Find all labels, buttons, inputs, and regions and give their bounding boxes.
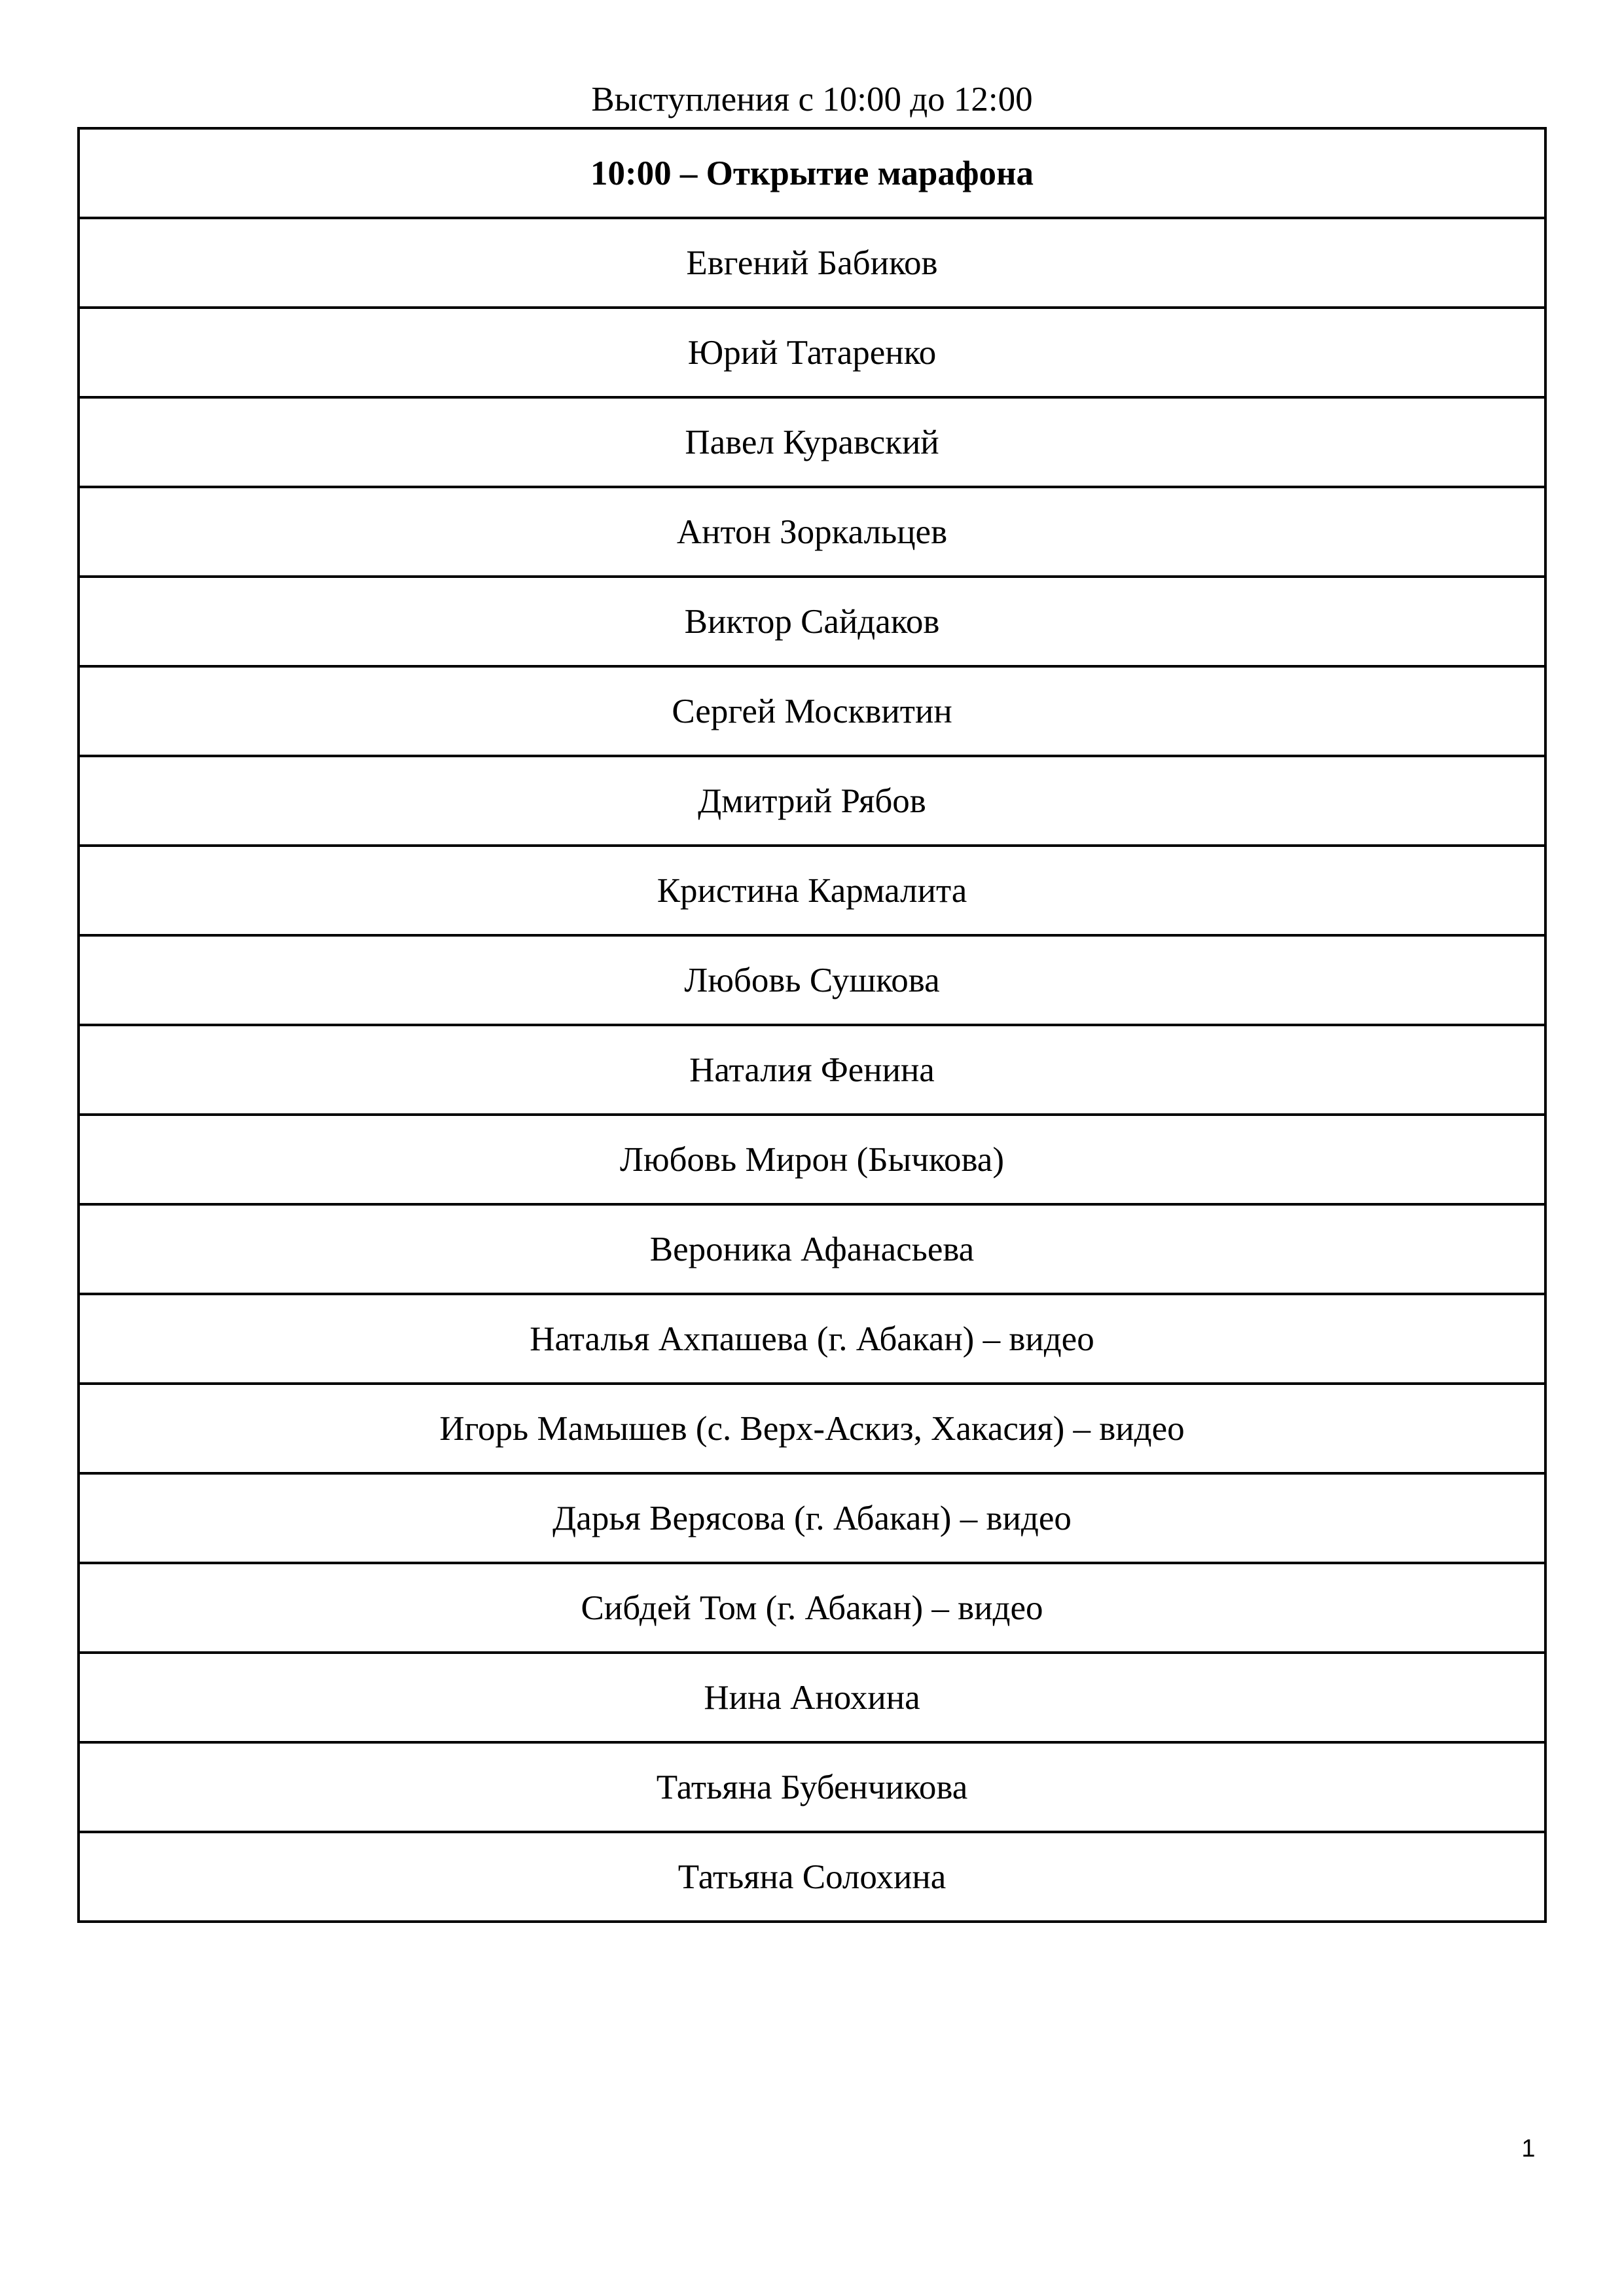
table-row <box>79 218 1545 308</box>
table-row <box>79 1025 1545 1115</box>
performer-cell: Татьяна Солохина <box>79 1832 1545 1922</box>
performer-cell: Евгений Бабиков <box>79 218 1545 308</box>
performer-cell: Сергей Москвитин <box>79 666 1545 756</box>
performer-cell: Виктор Сайдаков <box>79 577 1545 666</box>
table-row <box>79 666 1545 756</box>
table-row <box>79 1384 1545 1473</box>
table-row <box>79 1204 1545 1294</box>
table-row <box>79 1563 1545 1653</box>
table-row <box>79 846 1545 935</box>
table-row <box>79 1832 1545 1922</box>
performer-cell: Любовь Мирон (Бычкова) <box>79 1115 1545 1204</box>
performer-cell: Наталья Ахпашева (г. Абакан) – видео <box>79 1294 1545 1384</box>
performer-cell: Нина Анохина <box>79 1653 1545 1742</box>
table-row <box>79 577 1545 666</box>
schedule-header-row <box>79 128 1545 218</box>
page-number: 1 <box>1521 2135 1536 2162</box>
performer-cell: Антон Зоркальцев <box>79 487 1545 577</box>
page-title: Выступления с 10:00 до 12:00 <box>591 81 1033 118</box>
performer-cell: Наталия Фенина <box>79 1025 1545 1115</box>
performer-cell: Юрий Татаренко <box>79 308 1545 397</box>
table-row <box>79 487 1545 577</box>
schedule-table <box>77 127 1547 1923</box>
table-row <box>79 397 1545 487</box>
performer-cell: Игорь Мамышев (с. Верх-Аскиз, Хакасия) – видео <box>79 1384 1545 1473</box>
table-row <box>79 756 1545 846</box>
schedule-header-cell: 10:00 – Открытие марафона <box>79 128 1545 218</box>
table-row <box>79 1742 1545 1832</box>
performer-cell: Вероника Афанасьева <box>79 1204 1545 1294</box>
performer-cell: Дарья Верясова (г. Абакан) – видео <box>79 1473 1545 1563</box>
performer-cell: Татьяна Бубенчикова <box>79 1742 1545 1832</box>
performer-cell: Кристина Кармалита <box>79 846 1545 935</box>
table-row <box>79 935 1545 1025</box>
table-row <box>79 1653 1545 1742</box>
table-row <box>79 1115 1545 1204</box>
table-row <box>79 1473 1545 1563</box>
table-row <box>79 308 1545 397</box>
performer-cell: Павел Куравский <box>79 397 1545 487</box>
performer-cell: Дмитрий Рябов <box>79 756 1545 846</box>
performer-cell: Сибдей Том (г. Абакан) – видео <box>79 1563 1545 1653</box>
table-row <box>79 1294 1545 1384</box>
performer-cell: Любовь Сушкова <box>79 935 1545 1025</box>
